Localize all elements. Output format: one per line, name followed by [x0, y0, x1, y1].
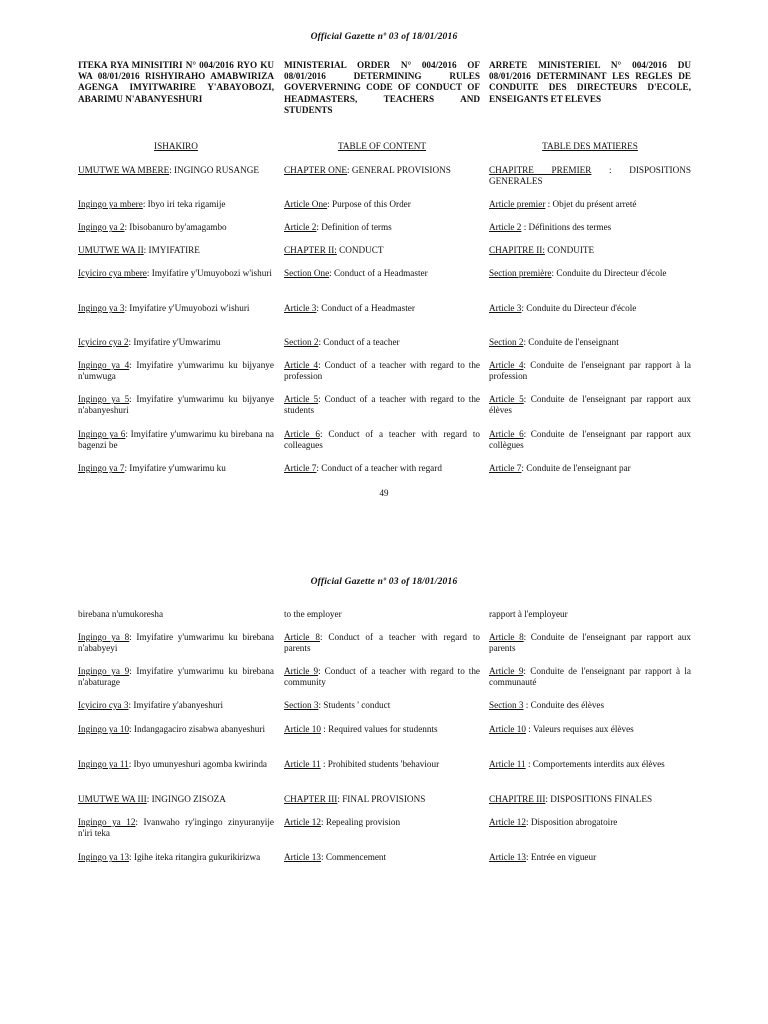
title-french: ARRETE MINISTERIEL N° 004/2016 DU 08/01/2016 DETERMINANT LES REGLES DE CONDUITE DES DIRECTEURS D'ECOLE, ENSEIGANTS ET ELEVES [489, 60, 691, 104]
toc-entry: CHAPTER II: CONDUCT [284, 245, 384, 255]
toc-entry: Article 12: Disposition abrogatoire [489, 817, 618, 827]
toc-entry: Article 4: Conduct of a teacher with regard to the profession [284, 360, 480, 382]
toc-entry: CHAPTER III: FINAL PROVISIONS [284, 794, 426, 804]
page-header: Official Gazette nº 03 of 18/01/2016 [310, 32, 458, 42]
toc-entry: Article 9: Conduct of a teacher with regard to the community [284, 666, 480, 688]
toc-entry: Section première: Conduite du Directeur d'école [489, 268, 667, 278]
toc-entry: Ingingo ya 13: Igihe iteka ritangira gukurikirizwa [78, 852, 261, 862]
toc-entry: Section 3: Students ' conduct [284, 700, 391, 710]
toc-entry: Article 5: Conduct of a teacher with regard to the students [284, 394, 480, 416]
toc-heading-french: TABLE DES MATIERES [542, 141, 638, 151]
toc-entry: Article 4: Conduite de l'enseignant par rapport à la profession [489, 360, 691, 382]
page-header: Official Gazette nº 03 of 18/01/2016 [310, 577, 458, 587]
toc-entry: Icyiciro cya 2: Imyifatire y'Umwarimu [78, 337, 221, 347]
toc-entry: Ingingo ya mbere: Ibyo iri teka rigamije [78, 199, 226, 209]
toc-entry: Ingingo ya 9: Imyifatire y'umwarimu ku birebana n'abaturage [78, 666, 274, 688]
toc-entry: Ingingo ya 3: Imyifatire y'Umuyobozi w'ishuri [78, 303, 250, 313]
toc-entry: Ingingo ya 8: Imyifatire y'umwarimu ku birebana n'ababyeyi [78, 632, 274, 654]
toc-entry: Icyiciro cya mbere: Imyifatire y'Umuyobozi w'ishuri [78, 268, 272, 278]
toc-entry: Section One: Conduct of a Headmaster [284, 268, 428, 278]
toc-entry: Ingingo ya 10: Indangagaciro zisabwa abanyeshuri [78, 724, 266, 734]
toc-entry: Article 8: Conduite de l'enseignant par rapport aux parents [489, 632, 691, 654]
toc-entry: Section 3 : Conduite des élèves [489, 700, 605, 710]
toc-entry: Ingingo ya 7: Imyifatire y'umwarimu ku [78, 463, 226, 473]
toc-continuation: rapport à l'employeur [489, 609, 568, 619]
toc-entry: Article One: Purpose of this Order [284, 199, 411, 209]
title-kinyarwanda: ITEKA RYA MINISITIRI N° 004/2016 RYO KU WA 08/01/2016 RISHYIRAHO AMABWIRIZA AGENGA IMYITWARIRE Y'ABAYOBOZI, ABARIMU N'ABANYESHURI [78, 60, 274, 104]
toc-entry: Article premier : Objet du présent arreté [489, 199, 637, 209]
toc-entry: Article 5: Conduite de l'enseignant par rapport aux élèves [489, 394, 691, 416]
toc-entry: Article 7: Conduite de l'enseignant par [489, 463, 631, 473]
toc-entry: UMUTWE WA MBERE: INGINGO RUSANGE [78, 165, 260, 175]
toc-entry: Article 2 : Définitions des termes [489, 222, 612, 232]
toc-heading-english: TABLE OF CONTENT [337, 141, 427, 151]
toc-entry: UMUTWE WA III: INGINGO ZISOZA [78, 794, 226, 804]
toc-continuation: to the employer [284, 609, 342, 619]
toc-entry: Ingingo ya 4: Imyifatire y'umwarimu ku bijyanye n'umwuga [78, 360, 274, 382]
toc-entry: Article 8: Conduct of a teacher with regard to parents [284, 632, 480, 654]
toc-heading-kinyarwanda: ISHAKIRO [154, 141, 198, 151]
toc-entry: Icyiciro cya 3: Imyifatire y'abanyeshuri [78, 700, 224, 710]
toc-entry: CHAPITRE PREMIER : DISPOSITIONS GENERALES [489, 165, 691, 187]
title-english: MINISTERIAL ORDER N° 004/2016 OF 08/01/2016 DETERMINING RULES GOVERVERNING CODE OF CONDUCT OF HEADMASTERS, TEACHERS AND STUDENTS [284, 60, 480, 115]
toc-entry: UMUTWE WA II: IMYIFATIRE [78, 245, 200, 255]
toc-entry: Article 2: Definition of terms [284, 222, 392, 232]
toc-entry: Ingingo ya 6: Imyifatire y'umwarimu ku birebana na bagenzi be [78, 429, 274, 451]
toc-entry: Ingingo ya 11: Ibyo umunyeshuri agomba kwirinda [78, 759, 268, 769]
toc-entry: Ingingo ya 5: Imyifatire y'umwarimu ku bijyanye n'abanyeshuri [78, 394, 274, 416]
toc-entry: CHAPITRE II: CONDUITE [489, 245, 595, 255]
toc-entry: Article 10 : Required values for studennts [284, 724, 438, 734]
toc-entry: Section 2: Conduct of a teacher [284, 337, 400, 347]
toc-entry: Article 10 : Valeurs requises aux élèves [489, 724, 634, 734]
toc-entry: CHAPITRE III: DISPOSITIONS FINALES [489, 794, 653, 804]
toc-entry: Article 13: Entrée en vigueur [489, 852, 597, 862]
toc-entry: Ingingo ya 12: Ivanwaho ry'ingingo zinyuranyije n'iri teka [78, 817, 274, 839]
toc-entry: Article 6: Conduite de l'enseignant par rapport aux collègues [489, 429, 691, 451]
toc-entry: Article 13: Commencement [284, 852, 387, 862]
toc-entry: Article 9: Conduite de l'enseignant par rapport à la communauté [489, 666, 691, 688]
toc-entry: Article 11 : Prohibited students 'behaviour [284, 759, 440, 769]
toc-entry: Article 3: Conduct of a Headmaster [284, 303, 415, 313]
toc-entry: Article 7: Conduct of a teacher with regard [284, 463, 442, 473]
toc-entry: Article 3: Conduite du Directeur d'école [489, 303, 637, 313]
toc-entry: Section 2: Conduite de l'enseignant [489, 337, 619, 347]
toc-entry: Article 6: Conduct of a teacher with regard to colleagues [284, 429, 480, 451]
toc-continuation: birebana n'umukoresha [78, 609, 164, 619]
page-number: 49 [379, 488, 389, 498]
toc-entry: CHAPTER ONE: GENERAL PROVISIONS [284, 165, 451, 175]
toc-entry: Ingingo ya 2: Ibisobanuro by'amagambo [78, 222, 227, 232]
toc-entry: Article 11 : Comportements interdits aux élèves [489, 759, 665, 769]
toc-entry: Article 12: Repealing provision [284, 817, 401, 827]
